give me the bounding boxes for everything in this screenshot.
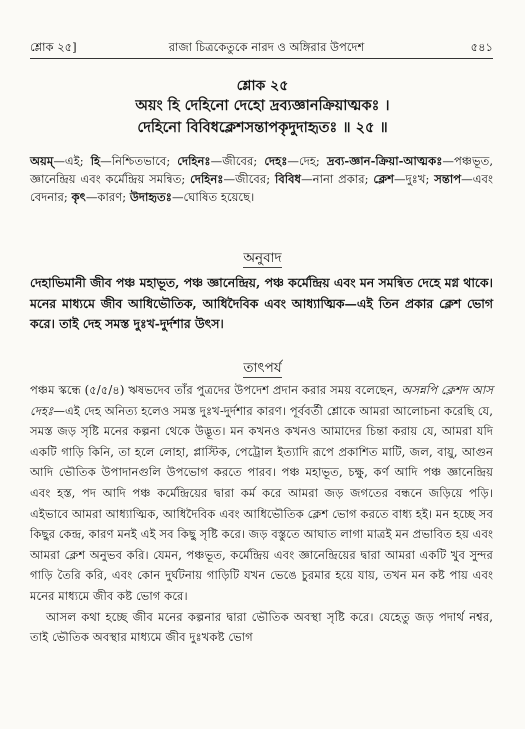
- page-number: ৫৪১: [470, 40, 493, 54]
- synonym-meaning: এই: [64, 154, 80, 168]
- purport-paragraph-1: পঞ্চম স্কন্ধে (৫/৫/৪) ঋষভদেব তাঁর পুত্রদের উপদেশ প্রদান করার সময় বলেছেন, অসন্নপি ক্লেশদ আস দেহঃ—এই দেহ অনিত্য হলেও সমস্ত দুঃখ-দুর্দশার কারণ। পূর্ববর্তী শ্লোকে আমরা আলোচনা করেছি যে, সমস্ত জড় সৃষ্টি মনের কল্পনা থেকে উদ্ভূত। মন কখনও কখনও আমাদের চিন্তা করায় যে, আমরা যদি একটি গাড়ি কিনি, তা হলে লোহা, প্লাস্টিক, পেট্রোল ইত্যাদি রূপে প্রকাশিত মাটি, জল, বায়ু, আগুন আদি ভৌতিক উপাদানগুলি উপভোগ করতে পারব। পঞ্চ মহাভূত, চক্ষু, কর্ণ আদি পঞ্চ জ্ঞানেন্দ্রিয় এবং হস্ত, পদ আদি পঞ্চ কর্মেন্দ্রিয়ের দ্বারা কর্ম করে আমরা জড় জগতের বন্ধনে জড়িয়ে পড়ি। এইভাবে আমরা আধ্যাত্মিক, আধিদৈবিক এবং আধিভৌতিক ক্লেশ ভোগ করতে বাধ্য হই। মন হচ্ছে সব কিছুর কেন্দ্র, কারণ মনই এই সব কিছু সৃষ্টি করে। জড় বস্তুতে আঘাত লাগা মাত্রই মন প্রভাবিত হয় এবং আমরা ক্লেশ অনুভব করি। যেমন, পঞ্চভূত, কর্মেন্দ্রিয় এবং জ্ঞানেন্দ্রিয়ের দ্বারা আমরা একটি খুব সুন্দর গাড়ি তৈরি করি, এবং কোন দুর্ঘটনায় গাড়িটি যখন ভেঙে চুরমার হয়ে যায়, তখন মন কষ্ট পায় এবং মনের মাধ্যমে জীব কষ্ট ভোগ করে।: [30, 383, 493, 603]
- synonym-meaning: এবং বেদনার: [30, 172, 493, 204]
- purport-heading: তাৎপর্য: [243, 360, 282, 376]
- translation-text: দেহাভিমানী জীব পঞ্চ মহাভূত, পঞ্চ জ্ঞানেন্দ্রিয়, পঞ্চ কর্মেন্দ্রিয় এবং মন সমন্বিত দেহে মগ্ন থাকে। মনের মাধ্যমে জীব আধিভৌতিক, আধিদৈবিক এবং আধ্যাত্মিক—এই তিন প্রকার ক্লেশ ভোগ করে। তাই দেহ সমস্ত দুঃখ-দুর্দশার উৎস।: [30, 275, 493, 331]
- synonym-word: দেহিনঃ: [177, 154, 211, 168]
- synonym-word: বিবিধ: [275, 172, 302, 186]
- verse-line-2: দেহিনো বিবিধক্লেশসন্তাপকৃদুদাহৃতঃ ॥ ২৫ ॥: [137, 119, 388, 136]
- synonym-meaning: নানা প্রকার: [312, 172, 365, 186]
- synonym-word: সন্তাপ: [434, 172, 462, 186]
- sanskrit-verse: [40, 95, 485, 139]
- translation-heading: অনুবাদ: [243, 250, 282, 266]
- synonym-word: উদাহৃতঃ: [129, 190, 172, 204]
- synonym-meaning: নিশ্চিতভাবে: [111, 154, 167, 168]
- synonym-meaning: পঞ্চভূত, জ্ঞানেন্দ্রিয় এবং কর্মেন্দ্রিয় সমন্বিত: [30, 154, 494, 186]
- synonym-word: দেহিনঃ: [190, 172, 224, 186]
- verse-line-1: অয়ং হি দেহিনো দেহো দ্রব্যজ্ঞানক্রিয়াত্মকঃ ।: [135, 97, 390, 114]
- synonym-meaning: জীবের: [222, 154, 254, 168]
- synonym-meaning: ঘোষিত হয়েছে।: [183, 190, 255, 204]
- synonym-word: হি: [90, 154, 101, 168]
- synonym-meaning: দেহ: [299, 154, 316, 168]
- synonym-word: কৃৎ: [71, 190, 86, 204]
- word-meanings: অয়ম্—এই; হি—নিশ্চিতভাবে; দেহিনঃ—জীবের; দেহঃ—দেহ; দ্রব্য-জ্ঞান-ক্রিয়া-আত্মকঃ—পঞ্চভূত, জ্ঞানেন্দ্রিয় এবং কর্মেন্দ্রিয় সমন্বিত; দেহিনঃ—জীবের; বিবিধ—নানা প্রকার; ক্লেশ—দুঃখ; সন্তাপ—এবং বেদনার; কৃৎ—কারণ; উদাহৃতঃ—ঘোষিত হয়েছে।: [30, 154, 494, 204]
- synonym-word: দেহঃ: [264, 154, 288, 168]
- verse-title: শ্লোক ২৫: [236, 78, 289, 94]
- header-chapter-title: রাজা চিত্রকেতুকে নারদ ও অঙ্গিরার উপদেশ: [168, 40, 365, 54]
- synonym-meaning: কারণ: [97, 190, 123, 204]
- running-header: [30, 38, 493, 56]
- synonym-meaning: জীবের: [235, 172, 267, 186]
- synonym-meaning: দুঃখ: [405, 172, 426, 186]
- purport-paragraph-2: আসল কথা হচ্ছে জীব মনের কল্পনার দ্বারা ভৌতিক অবস্থা সৃষ্টি করে। যেহেতু জড় পদার্থ নশ্বর, তাই ভৌতিক অবস্থার মাধ্যমে জীব দুঃখকষ্ট ভোগ: [30, 609, 493, 645]
- header-rule: [30, 58, 493, 59]
- header-verse-ref: শ্লোক ২৫]: [30, 40, 77, 54]
- quoted-sanskrit: অসন্নপি ক্লেশদ আস দেহঃ: [30, 383, 493, 418]
- synonym-word: দ্রব্য-জ্ঞান-ক্রিয়া-আত্মকঃ: [326, 154, 443, 168]
- synonym-word: ক্লেশ: [373, 172, 394, 186]
- synonym-word: অয়ম্: [30, 154, 54, 168]
- purport-text: [30, 380, 493, 648]
